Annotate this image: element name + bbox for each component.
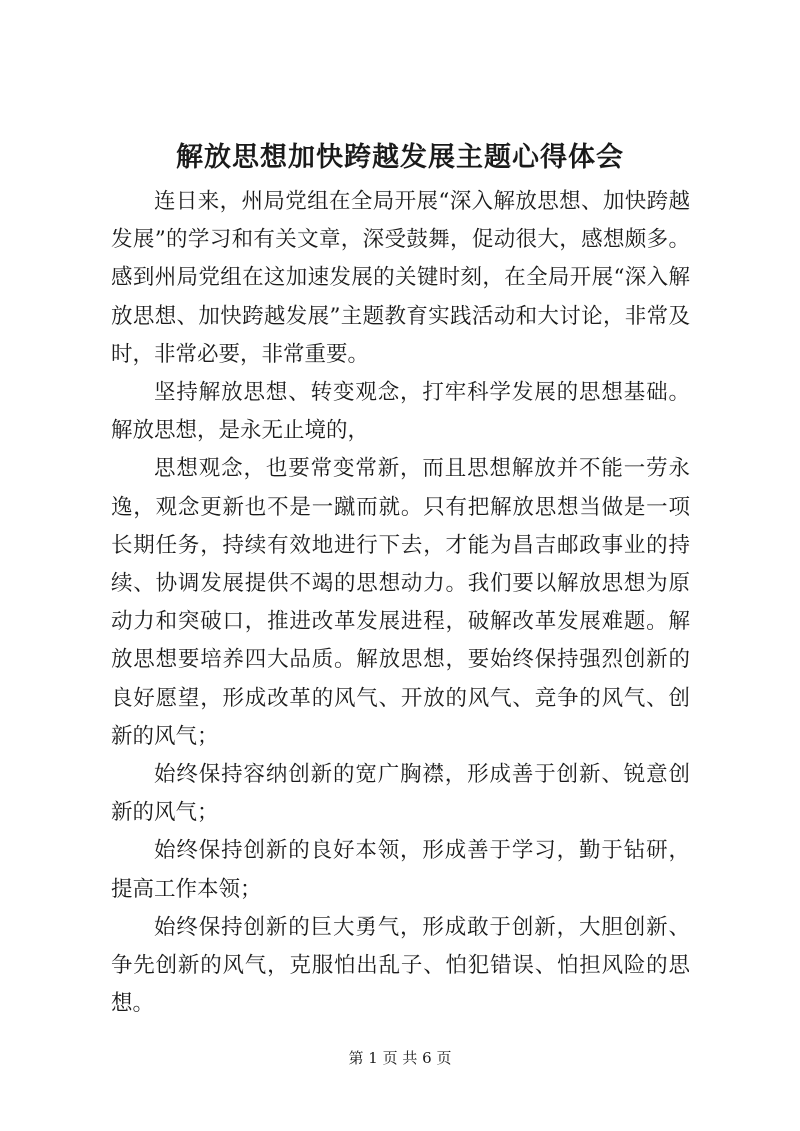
paragraph: 始终保持创新的巨大勇气，形成敢于创新，大胆创新、争先创新的风气，克服怕出乱子、怕犯错误、怕担风险的思想。 <box>111 914 690 1017</box>
document-body <box>111 183 690 1023</box>
page-number-footer: 第 1 页 共 6 页 <box>348 1049 452 1067</box>
paragraph: 连日来，州局党组在全局开展“深入解放思想、加快跨越发展”的学习和有关文章，深受鼓舞，促动很大，感想颇多。感到州局党组在这加速发展的关键时刻，在全局开展“深入解放思想、加快跨越发展”主题教育实践活动和大讨论，非常及时，非常必要，非常重要。 <box>111 189 690 367</box>
paragraph: 始终保持容纳创新的宽广胸襟，形成善于创新、锐意创新的风气； <box>111 762 690 826</box>
paragraph: 坚持解放思想、转变观念，打牢科学发展的思想基础。解放思想，是永无止境的， <box>111 380 690 444</box>
paragraph: 始终保持创新的良好本领，形成善于学习，勤于钻研，提高工作本领； <box>111 838 690 902</box>
document-title: 解放思想加快跨越发展主题心得体会 <box>176 142 624 173</box>
paragraph: 思想观念，也要常变常新，而且思想解放并不能一劳永逸，观念更新也不是一蹴而就。只有把解放思想当做是一项长期任务，持续有效地进行下去，才能为昌吉邮政事业的持续、协调发展提供不竭的思想动力。我们要以解放思想为原动力和突破口，推进改革发展进程，破解改革发展难题。解放思想要培养四大品质。解放思想，要始终保持强烈创新的良好愿望，形成改革的风气、开放的风气、竞争的风气、创新的风气； <box>111 456 690 749</box>
